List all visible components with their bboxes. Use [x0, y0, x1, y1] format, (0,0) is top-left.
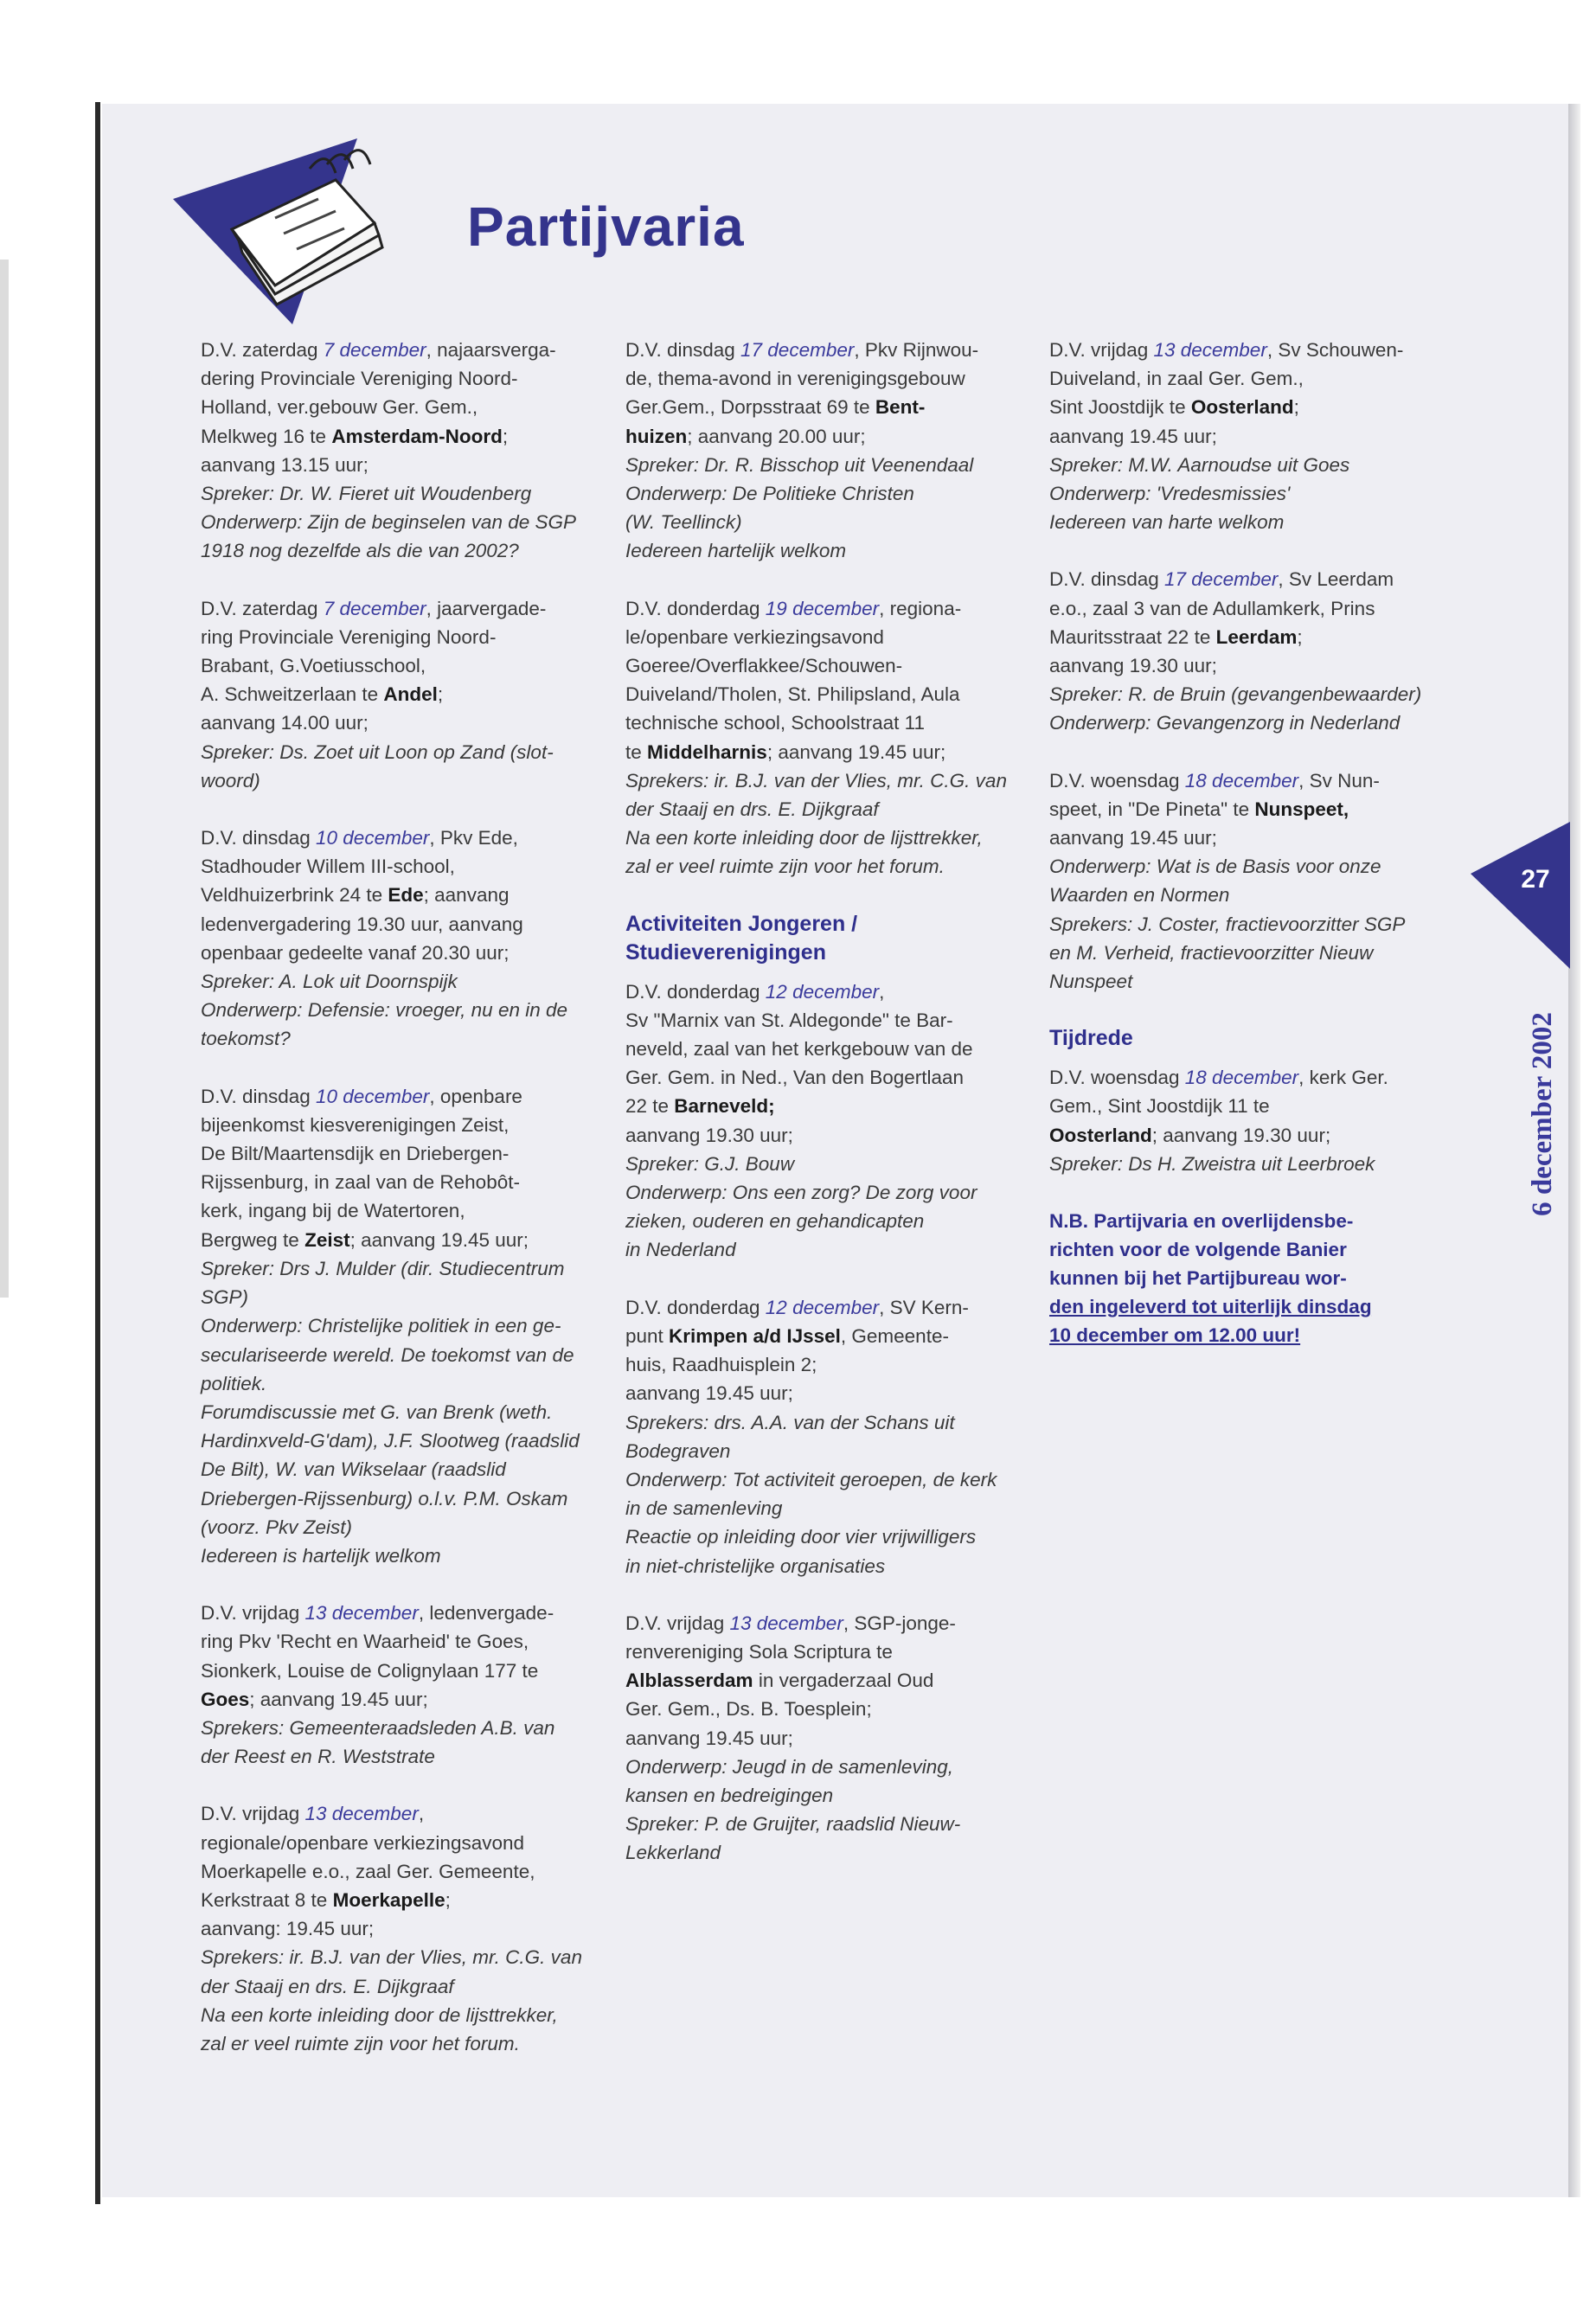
page-spine: [95, 102, 100, 2204]
event-entry: [201, 824, 606, 1054]
event-entry: [625, 594, 1030, 881]
text-line: Ger. Gem., Ds. B. Toesplein;: [625, 1698, 872, 1721]
text-line: De Bilt), W. van Wikselaar (raadslid: [201, 1458, 506, 1481]
text-line: Ger.Gem., Dorpsstraat 69 te Bent-: [625, 396, 926, 419]
text-line: kerk, ingang bij de Watertoren,: [201, 1200, 465, 1222]
text-line: Ger. Gem. in Ned., Van den Bogertlaan: [625, 1067, 965, 1089]
event-date: 18 december: [1184, 1067, 1299, 1089]
event-entry: [1049, 336, 1454, 536]
text-line: Kerkstraat 8 te Moerkapelle;: [201, 1888, 451, 1911]
text-line: Spreker: Ds. Zoet uit Loon op Zand (slot-: [201, 740, 554, 763]
text-line: huizen; aanvang 20.00 uur;: [625, 425, 866, 447]
section-heading-jongeren: [625, 910, 1030, 967]
text-line: zal er veel ruimte zijn voor het forum.: [201, 2032, 520, 2054]
event-place: Barneveld;: [674, 1095, 775, 1118]
event-place: Oosterland: [1049, 1124, 1152, 1146]
text-line: Melkweg 16 te Amsterdam-Noord;: [201, 425, 509, 447]
text-line: Onderwerp: De Politieke Christen: [625, 483, 914, 505]
text-line: aanvang 19.30 uur;: [1049, 655, 1217, 677]
text-line: in de samenleving: [625, 1497, 783, 1520]
text-line: toekomst?: [201, 1028, 291, 1050]
text-line: Spreker: A. Lok uit Doornspijk: [201, 971, 458, 993]
text-line: Sionkerk, Louise de Colignylaan 177 te: [201, 1659, 539, 1682]
text-line: regionale/openbare verkiezingsavond: [201, 1831, 525, 1854]
event-place: Goes: [201, 1688, 250, 1710]
text-line: SGP): [201, 1286, 249, 1309]
text-line: der Staaij en drs. E. Dijkgraaf: [625, 798, 879, 821]
text-line: Na een korte inleiding door de lijsttrekker,: [625, 827, 983, 849]
text-line: D.V. donderdag 19 december, regiona-: [625, 597, 962, 619]
text-line: speet, in "De Pineta" te Nunspeet,: [1049, 798, 1349, 820]
text-line: Gem., Sint Joostdijk 11 te: [1049, 1095, 1270, 1118]
event-date: 7 december: [323, 597, 426, 619]
text-line: Na een korte inleiding door de lijsttrekker,: [201, 2003, 558, 2026]
text-line: zal er veel ruimte zijn voor het forum.: [625, 856, 945, 878]
text-line: Iedereen hartelijk welkom: [625, 540, 847, 562]
text-line: en M. Verheid, fractievoorzitter Nieuw: [1049, 941, 1374, 964]
facing-page-edge: [0, 260, 9, 1298]
text-line: Hardinxveld-G'dam), J.F. Slootweg (raadslid: [201, 1430, 580, 1452]
section-heading-line: Tijdrede: [1049, 1026, 1133, 1051]
text-line: D.V. vrijdag 13 december, SGP-jonge-: [625, 1612, 956, 1634]
event-date: 19 december: [765, 597, 880, 619]
deadline-notice: [1049, 1207, 1454, 1349]
text-line: Sprekers: ir. B.J. van der Vlies, mr. C.G. van: [625, 769, 1007, 792]
text-line: Mauritsstraat 22 te Leerdam;: [1049, 625, 1303, 648]
event-entry: [625, 1609, 1030, 1868]
text-line: D.V. vrijdag 13 december, Sv Schouwen-: [1049, 339, 1404, 361]
text-line: ring Pkv 'Recht en Waarheid' te Goes,: [201, 1631, 529, 1653]
text-line: Onderwerp: 'Vredesmissies': [1049, 483, 1291, 505]
text-line: D.V. dinsdag 10 december, Pkv Ede,: [201, 827, 518, 849]
text-line: A. Schweitzerlaan te Andel;: [201, 683, 444, 706]
text-line: in niet-christelijke organisaties: [625, 1554, 886, 1577]
text-line: Spreker: P. de Gruijter, raadslid Nieuw-: [625, 1813, 961, 1836]
event-entry: [201, 594, 606, 795]
text-line: Onderwerp: Zijn de beginselen van de SGP: [201, 511, 577, 534]
text-line: aanvang 19.45 uur;: [625, 1727, 793, 1749]
text-line: Iedereen is hartelijk welkom: [201, 1544, 441, 1567]
text-line: e.o., zaal 3 van de Adullamkerk, Prins: [1049, 597, 1375, 619]
text-line: D.V. dinsdag 17 december, Sv Leerdam: [1049, 568, 1394, 591]
text-line: Duiveland, in zaal Ger. Gem.,: [1049, 368, 1304, 390]
text-line: openbaar gedeelte vanaf 20.30 uur;: [201, 941, 510, 964]
event-date: 17 december: [1164, 568, 1279, 591]
text-line: Spreker: M.W. Aarnoudse uit Goes: [1049, 453, 1350, 476]
event-date: 13 december: [304, 1803, 419, 1825]
event-date: 12 december: [765, 980, 880, 1003]
event-place: Andel: [383, 683, 438, 706]
text-line: Moerkapelle e.o., zaal Ger. Gemeente,: [201, 1860, 535, 1882]
text-line: Oosterland; aanvang 19.30 uur;: [1049, 1124, 1331, 1146]
text-line: D.V. dinsdag 10 december, openbare: [201, 1085, 522, 1107]
text-line: te Middelharnis; aanvang 19.45 uur;: [625, 740, 946, 763]
text-line: Onderwerp: Tot activiteit geroepen, de kerk: [625, 1468, 997, 1490]
text-line: Sprekers: drs. A.A. van der Schans uit: [625, 1411, 955, 1433]
event-place: Moerkapelle: [332, 1888, 445, 1911]
text-line: aanvang 14.00 uur;: [201, 712, 369, 734]
event-date: 13 december: [1153, 339, 1267, 361]
text-line: Onderwerp: Gevangenzorg in Nederland: [1049, 712, 1401, 734]
column-3: [1049, 336, 1454, 1349]
event-place: Amsterdam-Noord: [331, 425, 503, 447]
text-line: Brabant, G.Voetiusschool,: [201, 655, 426, 677]
event-entry: [625, 1293, 1030, 1580]
event-entry: [201, 1799, 606, 2058]
text-line: D.V. dinsdag 17 december, Pkv Rijnwou-: [625, 339, 979, 361]
notice-line: kunnen bij het Partijbureau wor-: [1049, 1267, 1347, 1290]
text-line: Forumdiscussie met G. van Brenk (weth.: [201, 1400, 553, 1423]
text-line: Bergweg te Zeist; aanvang 19.45 uur;: [201, 1228, 529, 1251]
text-line: kansen en bedreigingen: [625, 1784, 834, 1806]
text-line: D.V. zaterdag 7 december, najaarsverga-: [201, 339, 556, 361]
event-entry: [201, 1082, 606, 1570]
text-line: Spreker: Drs J. Mulder (dir. Studiecentrum: [201, 1257, 565, 1279]
text-line: Sint Joostdijk te Oosterland;: [1049, 396, 1299, 419]
event-place: Middelharnis: [647, 740, 767, 763]
text-line: aanvang 19.45 uur;: [1049, 827, 1217, 849]
text-line: aanvang 13.15 uur;: [201, 453, 369, 476]
event-date: 13 december: [304, 1602, 419, 1625]
text-line: der Staaij en drs. E. Dijkgraaf: [201, 1975, 454, 1997]
text-line: Onderwerp: Wat is de Basis voor onze: [1049, 856, 1381, 878]
event-place: Leerdam: [1215, 625, 1298, 648]
text-line: ledenvergadering 19.30 uur, aanvang: [201, 913, 523, 935]
text-line: Alblasserdam in vergaderzaal Oud: [625, 1670, 934, 1692]
event-entry: [1049, 565, 1454, 737]
text-line: der Reest en R. Weststrate: [201, 1746, 435, 1768]
text-line: aanvang 19.45 uur;: [1049, 425, 1217, 447]
event-place: Zeist: [304, 1228, 350, 1251]
event-place: Krimpen a/d IJssel: [669, 1324, 841, 1347]
text-line: Holland, ver.gebouw Ger. Gem.,: [201, 396, 478, 419]
event-entry: [1049, 766, 1454, 997]
text-line: Sprekers: J. Coster, fractievoorzitter SGP: [1049, 913, 1406, 935]
event-date: 7 december: [323, 339, 426, 361]
text-line: 1918 nog dezelfde als die van 2002?: [201, 540, 519, 562]
text-line: Goes; aanvang 19.45 uur;: [201, 1688, 428, 1710]
text-line: Stadhouder Willem III-school,: [201, 856, 455, 878]
event-entry: [1049, 1063, 1454, 1178]
text-line: aanvang 19.45 uur;: [625, 1382, 793, 1405]
section-heading-line: Studieverenigingen: [625, 939, 826, 965]
event-entry: [625, 977, 1030, 1265]
text-line: de, thema-avond in verenigingsgebouw: [625, 368, 965, 390]
text-line: zieken, ouderen en gehandicapten: [625, 1210, 925, 1233]
text-line: Spreker: Ds H. Zweistra uit Leerbroek: [1049, 1152, 1375, 1175]
text-line: Onderwerp: Ons een zorg? De zorg voor: [625, 1182, 977, 1204]
text-line: Onderwerp: Jeugd in de samenleving,: [625, 1755, 953, 1778]
text-line: Veldhuizerbrink 24 te Ede; aanvang: [201, 884, 510, 907]
text-line: Spreker: G.J. Bouw: [625, 1152, 795, 1175]
text-line: dering Provinciale Vereniging Noord-: [201, 368, 518, 390]
page-title: Partijvaria: [467, 195, 745, 258]
page-number: 27: [1521, 865, 1550, 894]
text-line: Lekkerland: [625, 1842, 721, 1864]
text-line: seculariseerde wereld. De toekomst van de: [201, 1343, 574, 1366]
text-line: aanvang: 19.45 uur;: [201, 1918, 375, 1940]
text-line: (W. Teellinck): [625, 511, 742, 534]
event-entry: [201, 336, 606, 566]
text-line: renvereniging Sola Scriptura te: [625, 1640, 893, 1663]
text-line: Sprekers: Gemeenteraadsleden A.B. van: [201, 1716, 555, 1739]
column-2: [625, 336, 1030, 1896]
text-line: Sprekers: ir. B.J. van der Vlies, mr. C.G. van: [201, 1946, 582, 1969]
column-1: [201, 336, 606, 2086]
notice-line: den ingeleverd tot uiterlijk dinsdag: [1049, 1296, 1372, 1318]
event-place: Ede: [388, 884, 424, 907]
text-line: aanvang 19.30 uur;: [625, 1124, 793, 1146]
text-line: D.V. vrijdag 13 december,: [201, 1803, 425, 1825]
text-line: Spreker: Dr. W. Fieret uit Woudenberg: [201, 483, 532, 505]
text-line: politiek.: [201, 1372, 267, 1394]
section-heading-tijdrede: [1049, 1024, 1454, 1053]
text-line: Duiveland/Tholen, St. Philipsland, Aula: [625, 683, 960, 706]
text-line: D.V. donderdag 12 december, SV Kern-: [625, 1296, 969, 1318]
event-date: 17 december: [740, 339, 855, 361]
event-date: 18 december: [1184, 769, 1299, 792]
text-line: De Bilt/Maartensdijk en Driebergen-: [201, 1143, 510, 1165]
text-line: D.V. vrijdag 13 december, ledenvergade-: [201, 1602, 554, 1625]
text-line: le/openbare verkiezingsavond: [625, 625, 884, 648]
event-date: 10 december: [316, 1085, 430, 1107]
notice-line: richten voor de volgende Banier: [1049, 1239, 1347, 1261]
text-line: D.V. donderdag 12 december,: [625, 980, 885, 1003]
event-date: 12 december: [765, 1296, 880, 1318]
page-edge-shadow: [1568, 104, 1580, 2197]
text-line: neveld, zaal van het kerkgebouw van de: [625, 1038, 973, 1061]
text-line: Reactie op inleiding door vier vrijwilligers: [625, 1526, 977, 1548]
text-line: in Nederland: [625, 1239, 736, 1261]
text-line: (voorz. Pkv Zeist): [201, 1516, 353, 1538]
event-entry: [625, 336, 1030, 566]
text-line: Spreker: Dr. R. Bisschop uit Veenendaal: [625, 453, 974, 476]
event-place: Nunspeet,: [1254, 798, 1349, 820]
event-place: Bent-: [875, 396, 926, 419]
section-heading-line: Activiteiten Jongeren /: [625, 911, 858, 936]
notice-line: N.B. Partijvaria en overlijdensbe-: [1049, 1210, 1354, 1233]
text-line: Iedereen van harte welkom: [1049, 511, 1285, 534]
text-line: huis, Raadhuisplein 2;: [625, 1354, 817, 1376]
event-date: 10 december: [316, 827, 430, 849]
text-line: woord): [201, 769, 260, 792]
text-line: Waarden en Normen: [1049, 884, 1230, 907]
text-line: Spreker: R. de Bruin (gevangenbewaarder): [1049, 683, 1422, 706]
notebook-icon: [171, 138, 431, 329]
text-line: D.V. zaterdag 7 december, jaarvergade-: [201, 597, 547, 619]
text-line: D.V. woensdag 18 december, Sv Nun-: [1049, 769, 1380, 792]
notice-line: 10 december om 12.00 uur!: [1049, 1324, 1301, 1347]
text-line: bijeenkomst kiesverenigingen Zeist,: [201, 1113, 510, 1136]
event-entry: [201, 1599, 606, 1771]
text-line: Nunspeet: [1049, 971, 1133, 993]
text-line: D.V. woensdag 18 december, kerk Ger.: [1049, 1067, 1388, 1089]
text-line: Goeree/Overflakkee/Schouwen-: [625, 655, 903, 677]
text-line: Driebergen-Rijssenburg) o.l.v. P.M. Oskam: [201, 1487, 568, 1509]
text-line: ring Provinciale Vereniging Noord-: [201, 625, 497, 648]
text-line: Bodegraven: [625, 1439, 731, 1462]
text-line: punt Krimpen a/d IJssel, Gemeente-: [625, 1324, 949, 1347]
text-line: Sv "Marnix van St. Aldegonde" te Bar-: [625, 1009, 953, 1031]
text-line: Rijssenburg, in zaal van de Rehobôt-: [201, 1171, 520, 1194]
event-place: Alblasserdam: [625, 1670, 753, 1692]
issue-date: 6 december 2002: [1527, 1012, 1558, 1216]
event-date: 13 december: [729, 1612, 843, 1634]
event-place: Oosterland: [1190, 396, 1294, 419]
text-line: 22 te Barneveld;: [625, 1095, 775, 1118]
text-line: technische school, Schoolstraat 11: [625, 712, 926, 734]
text-line: Onderwerp: Defensie: vroeger, nu en in de: [201, 999, 568, 1022]
event-place: huizen: [625, 425, 688, 447]
text-line: Onderwerp: Christelijke politiek in een ge-: [201, 1315, 561, 1337]
